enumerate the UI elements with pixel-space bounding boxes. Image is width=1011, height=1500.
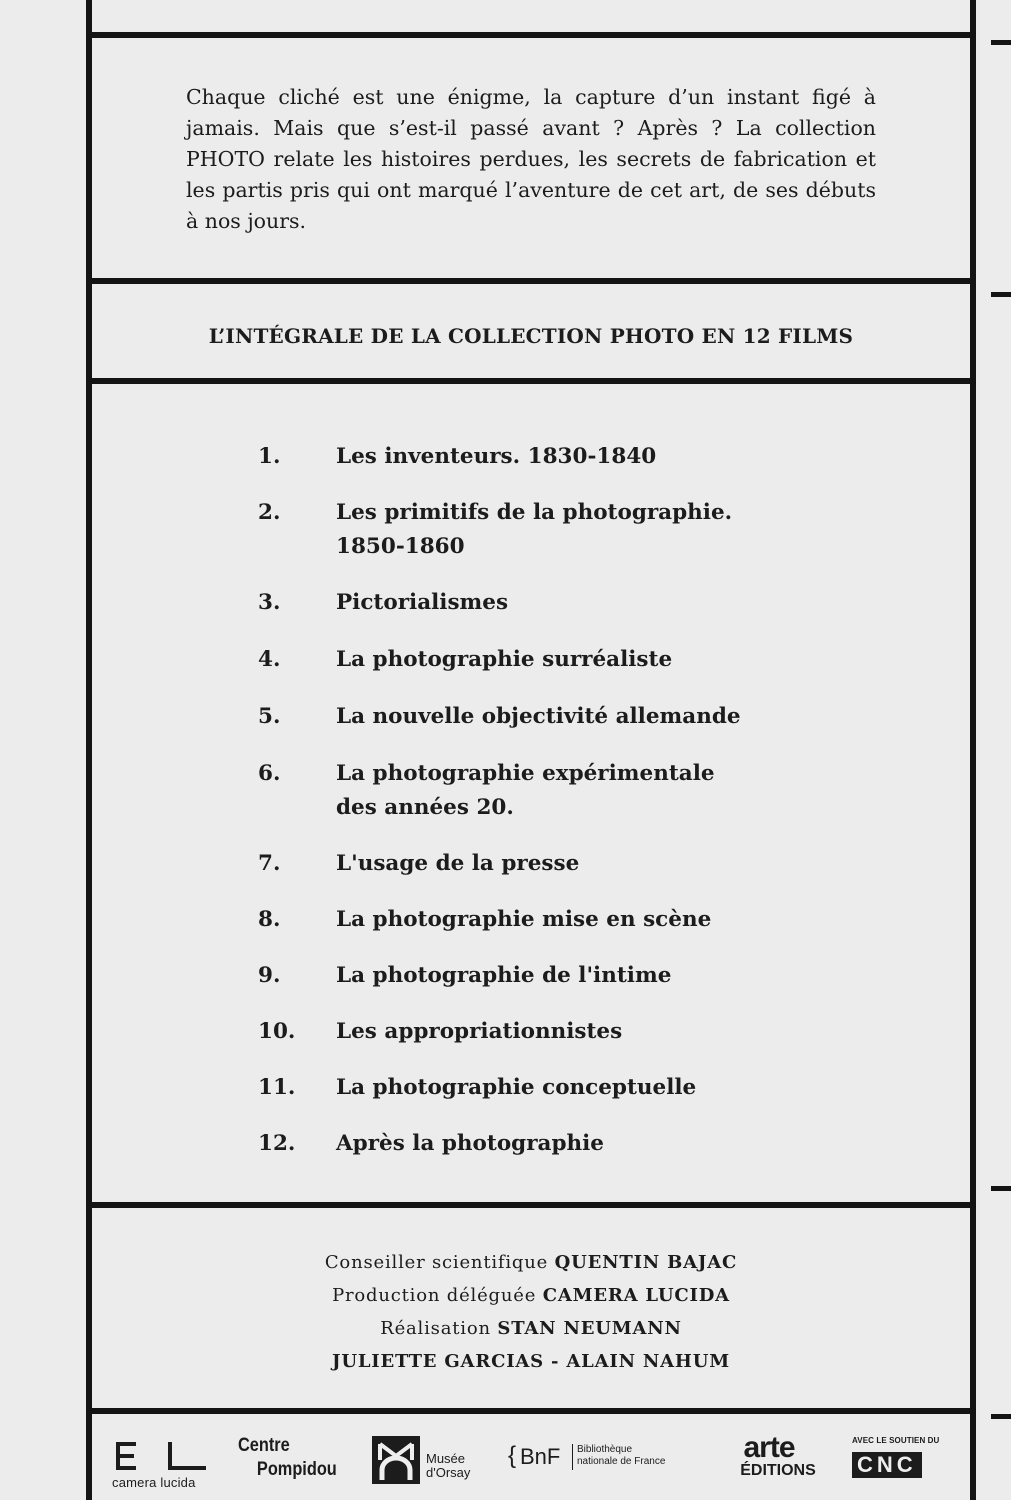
bnf-subtitle bbox=[577, 1444, 665, 1468]
credit-name: STAN NEUMANN bbox=[497, 1318, 682, 1339]
orsay-text bbox=[426, 1452, 470, 1480]
film-number: 8. bbox=[258, 907, 281, 932]
bnf-logo bbox=[508, 1442, 688, 1482]
film-number: 10. bbox=[258, 1019, 296, 1044]
partner-logos bbox=[0, 1420, 1011, 1500]
arte-text: arte bbox=[743, 1431, 795, 1464]
credit-line bbox=[92, 1279, 970, 1312]
film-title: La photographie conceptuelle bbox=[336, 1075, 697, 1100]
frame-right-border bbox=[970, 0, 976, 1500]
credit-name: QUENTIN BAJAC bbox=[554, 1252, 738, 1273]
film-title: La photographie de l'intime bbox=[336, 963, 672, 988]
film-number: 6. bbox=[258, 761, 281, 786]
film-number: 9. bbox=[258, 963, 281, 988]
film-title: Les primitifs de la photographie. bbox=[336, 500, 733, 525]
film-number: 5. bbox=[258, 704, 281, 729]
credit-label: Production déléguée bbox=[332, 1285, 537, 1306]
bnf-sub-line1: Bibliothèque bbox=[577, 1444, 633, 1455]
film-number: 12. bbox=[258, 1131, 296, 1156]
orsay-line2: d'Orsay bbox=[426, 1465, 471, 1480]
pompidou-line2: Pompidou bbox=[256, 1459, 337, 1480]
divider bbox=[86, 1202, 976, 1208]
film-title: Après la photographie bbox=[336, 1131, 604, 1156]
film-title: La nouvelle objectivité allemande bbox=[336, 704, 741, 729]
cnc-text: CNC bbox=[852, 1452, 922, 1478]
divider bbox=[86, 278, 976, 284]
filmstrip-tick bbox=[991, 1186, 1011, 1191]
film-number: 4. bbox=[258, 647, 281, 672]
divider bbox=[86, 32, 976, 38]
bnf-bracket-icon: { bbox=[508, 1442, 517, 1469]
film-title: La photographie expérimentale bbox=[336, 761, 715, 786]
orsay-line1: Musée bbox=[426, 1451, 466, 1466]
film-title-line2: des années 20. bbox=[336, 795, 514, 820]
cnc-logo bbox=[852, 1436, 952, 1492]
camera-lucida-text: camera lucida bbox=[112, 1475, 196, 1490]
filmstrip-tick bbox=[991, 1414, 1011, 1419]
film-title: L'usage de la presse bbox=[336, 851, 580, 876]
credit-name: JULIETTE GARCIAS - ALAIN NAHUM bbox=[332, 1351, 730, 1372]
divider bbox=[86, 378, 976, 384]
cnc-support-text: AVEC LE SOUTIEN DU bbox=[852, 1436, 940, 1445]
film-number: 7. bbox=[258, 851, 281, 876]
credits-block bbox=[92, 1246, 970, 1378]
credit-line bbox=[92, 1312, 970, 1345]
pompidou-line1: Centre bbox=[238, 1435, 290, 1456]
film-title-line2: 1850-1860 bbox=[336, 534, 465, 559]
credit-name: CAMERA LUCIDA bbox=[542, 1285, 730, 1306]
film-number: 11. bbox=[258, 1075, 296, 1100]
film-number: 2. bbox=[258, 500, 281, 525]
film-title: Pictorialismes bbox=[336, 590, 509, 615]
intro-paragraph: Chaque cliché est une énigme, la capture d’un instant figé à jamais. Mais que s’est-il passé avant ? Après ? La collection PHOTO relate les histoires perdues, les secrets de fabrication et les partis pris qui ont marqué l’aventure de cet art, de ses débuts à nos jours. bbox=[186, 85, 876, 233]
bnf-divider bbox=[572, 1444, 573, 1470]
musee-orsay-logo bbox=[372, 1434, 482, 1490]
credit-label: Réalisation bbox=[380, 1318, 491, 1339]
arte-editions-logo bbox=[704, 1431, 834, 1490]
filmstrip-tick bbox=[991, 292, 1011, 297]
bnf-sub-line2: nationale de France bbox=[577, 1456, 666, 1467]
credit-label: Conseiller scientifique bbox=[324, 1252, 549, 1273]
collection-heading: L’INTÉGRALE DE LA COLLECTION PHOTO EN 12 FILMS bbox=[208, 324, 854, 348]
film-title: Les inventeurs. 1830-1840 bbox=[336, 444, 657, 469]
filmstrip-tick bbox=[991, 40, 1011, 45]
bnf-text: BnF bbox=[520, 1444, 561, 1469]
orsay-m-icon bbox=[372, 1436, 420, 1484]
frame-grid bbox=[86, 0, 976, 1500]
divider bbox=[86, 1408, 976, 1414]
camera-lucida-logo bbox=[112, 1442, 212, 1492]
film-number: 1. bbox=[258, 444, 281, 469]
film-number: 3. bbox=[258, 590, 281, 615]
film-title: Les appropriationnistes bbox=[336, 1019, 623, 1044]
camera-lucida-mark-icon bbox=[112, 1442, 208, 1470]
credit-line bbox=[92, 1246, 970, 1279]
film-title: La photographie surréaliste bbox=[336, 647, 673, 672]
film-title: La photographie mise en scène bbox=[336, 907, 712, 932]
centre-pompidou-logo bbox=[238, 1434, 337, 1482]
arte-editions-text: ÉDITIONS bbox=[740, 1462, 816, 1479]
credit-line bbox=[92, 1345, 970, 1378]
